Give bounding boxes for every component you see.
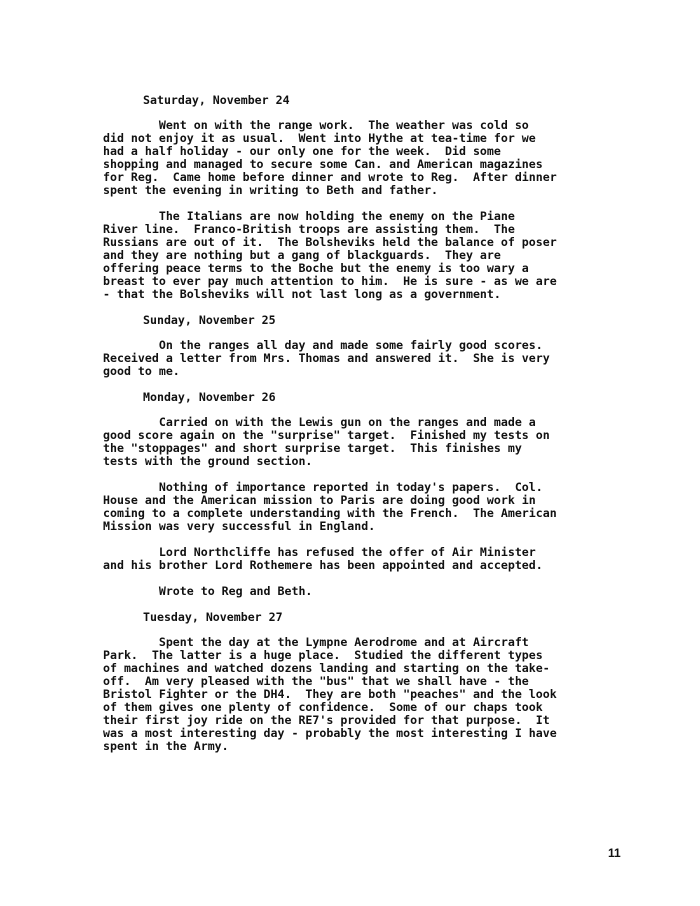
- entry-paragraph: [103, 339, 613, 378]
- diary-content: [103, 94, 613, 766]
- text-line: House and the American mission to Paris are doing good work in: [103, 493, 536, 507]
- text-line: Bristol Fighter or the DH4. They are both "peaches" and the look: [103, 687, 557, 701]
- text-line: offering peace terms to the Boche but the enemy is too wary a: [103, 261, 529, 275]
- text-line: On the ranges all day and made some fairly good scores.: [103, 338, 543, 352]
- page-number: 11: [608, 846, 621, 860]
- text-line: for Reg. Came home before dinner and wrote to Reg. After dinner: [103, 170, 557, 184]
- text-line: Went on with the range work. The weather was cold so: [103, 118, 529, 132]
- text-line: coming to a complete understanding with the French. The American: [103, 506, 557, 520]
- text-line: had a half holiday - our only one for the week. Did some: [103, 144, 501, 158]
- text-line: Wrote to Reg and Beth.: [103, 584, 313, 598]
- text-line: River line. Franco-British troops are assisting them. The: [103, 222, 515, 236]
- text-line: of them gives one plenty of confidence. Some of our chaps took: [103, 700, 543, 714]
- text-line: was a most interesting day - probably the most interesting I have: [103, 726, 557, 740]
- text-line: The Italians are now holding the enemy on the Piane: [103, 209, 515, 223]
- entry-paragraph: [103, 636, 613, 753]
- entry-date-heading: Saturday, November 24: [143, 93, 290, 107]
- text-line: good score again on the "surprise" target. Finished my tests on: [103, 428, 550, 442]
- text-line: spent the evening in writing to Beth and father.: [103, 183, 439, 197]
- text-line: Spent the day at the Lympne Aerodrome and at Aircraft: [103, 635, 529, 649]
- text-line: Received a letter from Mrs. Thomas and answered it. She is very: [103, 351, 550, 365]
- text-line: and they are nothing but a gang of blackguards. They are: [103, 248, 501, 262]
- text-line: - that the Bolsheviks will not last long as a government.: [103, 287, 501, 301]
- text-line: breast to ever pay much attention to him. He is sure - as we are: [103, 274, 557, 288]
- text-line: Carried on with the Lewis gun on the ranges and made a: [103, 415, 536, 429]
- text-line: Nothing of importance reported in today's papers. Col.: [103, 480, 543, 494]
- entry-date-heading: Monday, November 26: [143, 390, 276, 404]
- entry-paragraph: [103, 546, 613, 572]
- text-line: their first joy ride on the RE7's provided for that purpose. It: [103, 713, 550, 727]
- text-line: off. Am very pleased with the "bus" that we shall have - the: [103, 674, 529, 688]
- text-line: shopping and managed to secure some Can. and American magazines: [103, 157, 543, 171]
- entry-paragraph: [103, 585, 613, 598]
- text-line: Park. The latter is a huge place. Studied the different types: [103, 648, 543, 662]
- text-line: tests with the ground section.: [103, 454, 313, 468]
- text-line: the "stoppages" and short surprise target. This finishes my: [103, 441, 522, 455]
- entry-paragraph: [103, 210, 613, 301]
- text-line: good to me.: [103, 364, 180, 378]
- entry-date-heading: Tuesday, November 27: [143, 610, 283, 624]
- entry-paragraph: [103, 416, 613, 468]
- entry-paragraph: [103, 119, 613, 197]
- text-line: of machines and watched dozens landing and starting on the take-: [103, 661, 550, 675]
- diary-entry: [103, 314, 613, 378]
- entry-paragraph: [103, 481, 613, 533]
- diary-entry: [103, 94, 613, 301]
- entry-date-heading: Sunday, November 25: [143, 313, 276, 327]
- diary-entry: [103, 391, 613, 598]
- text-line: and his brother Lord Rothemere has been appointed and accepted.: [103, 558, 543, 572]
- diary-entry: [103, 611, 613, 753]
- text-line: Mission was very successful in England.: [103, 519, 376, 533]
- text-line: spent in the Army.: [103, 739, 229, 753]
- text-line: did not enjoy it as usual. Went into Hythe at tea-time for we: [103, 131, 536, 145]
- text-line: Lord Northcliffe has refused the offer of Air Minister: [103, 545, 536, 559]
- text-line: Russians are out of it. The Bolsheviks held the balance of poser: [103, 235, 557, 249]
